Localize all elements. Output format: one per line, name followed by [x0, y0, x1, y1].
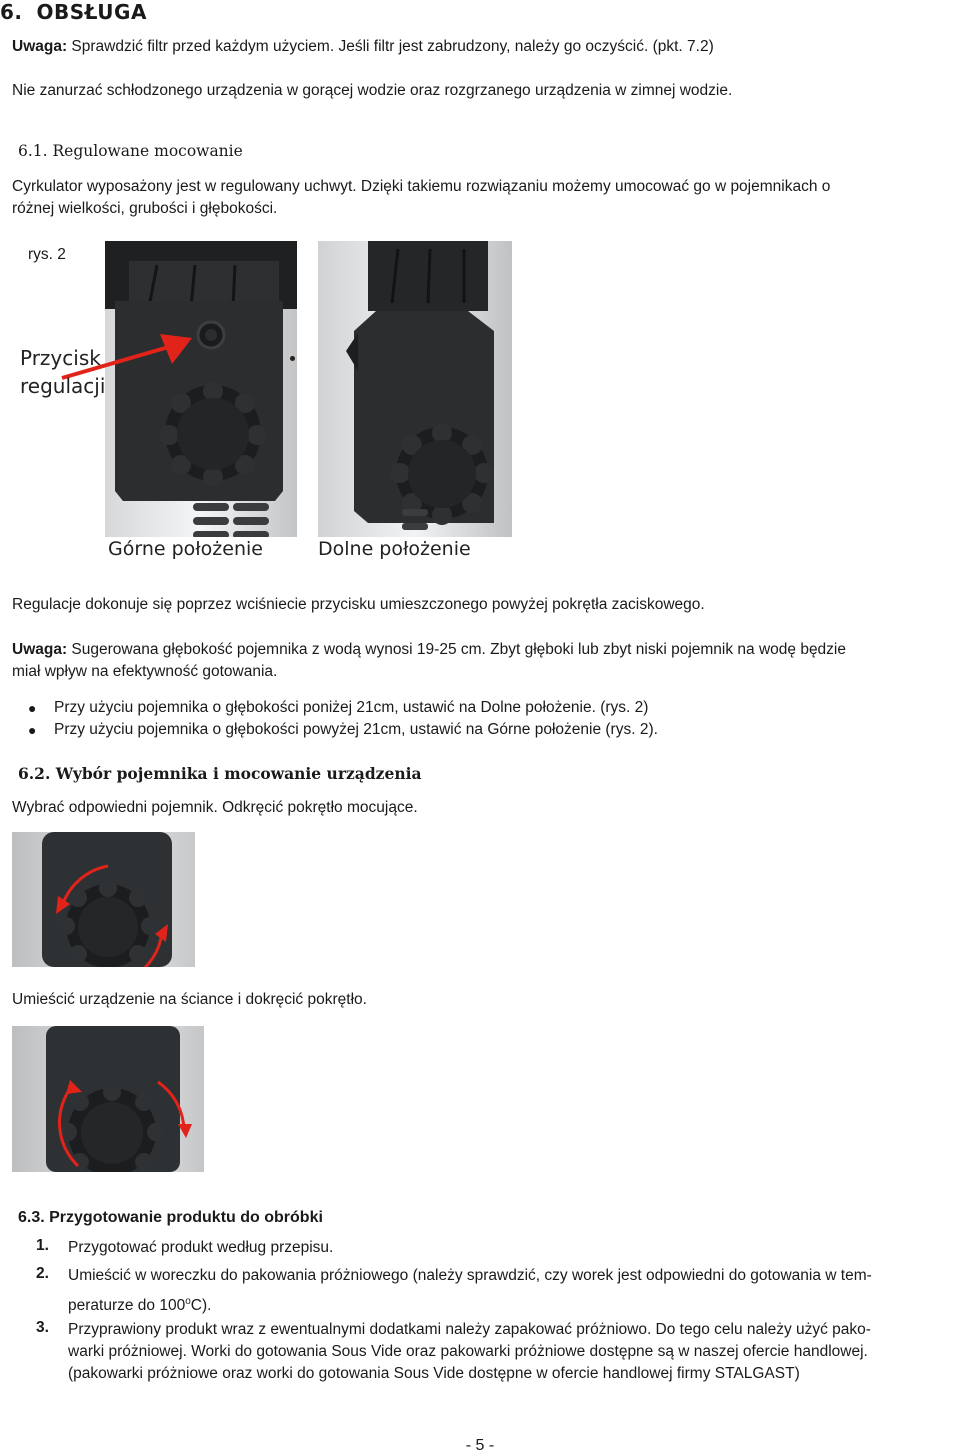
- section-6-2-title: 6.2. Wybór pojemnika i mocowanie urządzenia: [18, 764, 422, 783]
- depth-note-line2: miał wpływ na efektywność gotowania.: [12, 663, 278, 680]
- figure-label: rys. 2: [28, 246, 66, 263]
- list-item-3-line3: (pakowarki próżniowe oraz worki do gotowania Sous Vide dostępne w ofercie handlowej firmy STALGAST): [68, 1365, 800, 1382]
- callout-label-line1: Przycisk: [20, 346, 101, 370]
- depth-note-line1: [12, 639, 846, 661]
- section-6-1-line1: Cyrkulator wyposażony jest w regulowany uchwyt. Dzięki takiemu rozwiązaniu możemy umocować go w pojemnikach o: [12, 178, 831, 195]
- warning-text: Sprawdzić filtr przed każdym użyciem. Jeśli filtr jest zabrudzony, należy go oczyścić. (pkt. 7.2): [67, 38, 714, 55]
- figure-tighten-knob: [12, 1026, 204, 1172]
- depth-note-text: Sugerowana głębokość pojemnika z wodą wynosi 19-25 cm. Zbyt głęboki lub zbyt niski pojemnik na wodę będzie: [67, 641, 846, 658]
- bullet-item: Przy użyciu pojemnika o głębokości poniżej 21cm, ustawić na Dolne położenie. (rys. 2): [54, 699, 649, 716]
- page-number: - 5 -: [465, 1437, 495, 1454]
- caption-lower-position: Dolne położenie: [318, 538, 471, 560]
- callout-label: [20, 344, 105, 400]
- degree-sup: o: [185, 1296, 191, 1307]
- warning-filter: [12, 36, 714, 58]
- section-heading: [0, 0, 147, 24]
- figure-upper-position: [105, 241, 297, 537]
- warning-water: Nie zanurzać schłodzonego urządzenia w gorącej wodzie oraz rozgrzanego urządzenia w zimnej wodzie.: [12, 82, 733, 99]
- list-number: 3.: [36, 1319, 49, 1336]
- list-number: 1.: [36, 1237, 49, 1254]
- list-item-2-line2: [68, 1291, 211, 1317]
- section-6-2-step1: Wybrać odpowiedni pojemnik. Odkręcić pokrętło mocujące.: [12, 799, 418, 816]
- dot-marker: [290, 356, 295, 361]
- list-item-2-line1: Umieścić w woreczku do pakowania próżniowego (należy sprawdzić, czy worek jest odpowiedni do gotowania w tem-: [68, 1267, 872, 1284]
- list-item-2-end: C).: [190, 1297, 212, 1315]
- section-6-3-title: 6.3. Przygotowanie produktu do obróbki: [18, 1209, 323, 1226]
- list-item-3-line2: warki próżniowej. Worki do gotowania Sous Vide oraz pakowarki próżniowe dostępne są w naszej ofercie handlowej.: [68, 1343, 868, 1360]
- heading-title: OBSŁUGA: [36, 0, 147, 24]
- caption-upper-position: Górne położenie: [108, 538, 263, 560]
- list-item-3-line1: Przyprawiony produkt wraz z ewentualnymi dodatkami należy zapakować próżniowo. Do tego celu należy użyć pako-: [68, 1321, 871, 1338]
- section-6-1-title: 6.1. Regulowane mocowanie: [18, 142, 243, 160]
- bullet-icon: ●: [28, 700, 37, 716]
- bullet-icon: ●: [28, 722, 37, 738]
- heading-number: 6.: [0, 0, 23, 24]
- bullet-item: Przy użyciu pojemnika o głębokości powyżej 21cm, ustawić na Górne położenie (rys. 2).: [54, 721, 658, 738]
- figure-lower-position: [318, 241, 512, 537]
- section-6-1-line2: różnej wielkości, grubości i głębokości.: [12, 200, 278, 217]
- list-item-2-text: peraturze do 100: [68, 1297, 186, 1315]
- warning-label: Uwaga:: [12, 38, 68, 55]
- depth-note-label: Uwaga:: [12, 641, 68, 658]
- list-item-1: Przygotować produkt według przepisu.: [68, 1239, 334, 1256]
- figure-unscrew-knob: [12, 832, 195, 967]
- section-6-2-step2: Umieścić urządzenie na ściance i dokręcić pokrętło.: [12, 991, 367, 1008]
- list-number: 2.: [36, 1265, 49, 1282]
- callout-label-line2: regulacji: [20, 374, 106, 398]
- adjust-text: Regulacje dokonuje się poprzez wciśniecie przycisku umieszczonego powyżej pokrętła zaciskowego.: [12, 596, 705, 613]
